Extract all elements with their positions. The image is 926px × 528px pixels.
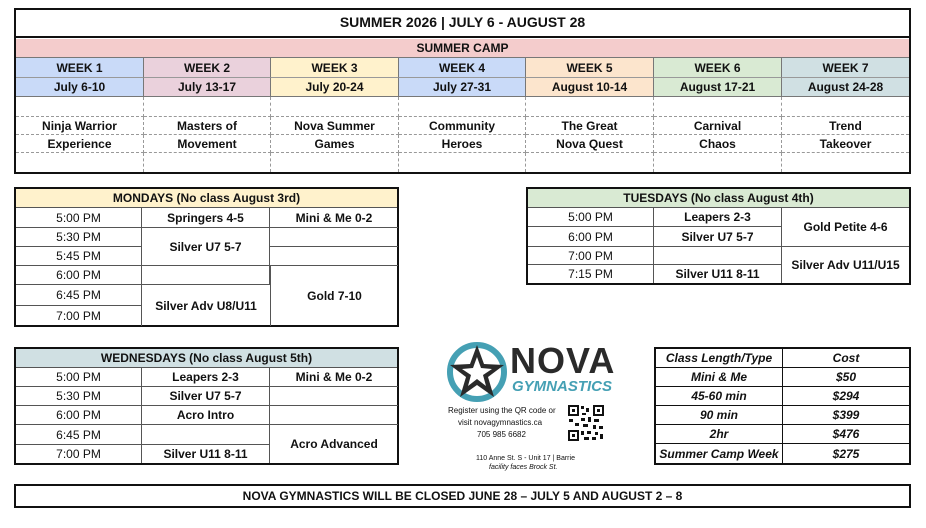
time-slot: 7:00 PM bbox=[528, 247, 654, 265]
tue-silver-adv: Silver Adv U11/U15 bbox=[791, 258, 900, 272]
week-theme-line-1: Carnival bbox=[654, 117, 782, 135]
time-slot: 7:00 PM bbox=[16, 445, 142, 463]
week-label: WEEK 3 bbox=[271, 58, 399, 78]
week-theme-line-2: Movement bbox=[144, 135, 271, 153]
tue-silver-u7: Silver U7 5-7 bbox=[654, 227, 782, 247]
wed-silver-u7: Silver U7 5-7 bbox=[142, 387, 270, 406]
wed-silver-u11: Silver U11 8-11 bbox=[142, 445, 270, 463]
pricing-type: 2hr bbox=[656, 425, 783, 444]
time-slot: 5:00 PM bbox=[16, 208, 142, 228]
tue-empty bbox=[654, 247, 782, 265]
address: 110 Anne St. S - Unit 17 | Barrie bbox=[476, 455, 575, 462]
week-label: WEEK 5 bbox=[526, 58, 654, 78]
time-slot: 6:45 PM bbox=[16, 285, 142, 306]
time-slot: 5:45 PM bbox=[16, 247, 142, 266]
week-blank-bottom bbox=[782, 153, 909, 172]
week-theme-line-2: Takeover bbox=[782, 135, 909, 153]
mon-mini-me: Mini & Me 0-2 bbox=[270, 208, 398, 228]
tuesdays-heading: TUESDAYS (No class August 4th) bbox=[528, 189, 909, 208]
wed-empty-3 bbox=[142, 425, 270, 445]
qr-code-icon bbox=[567, 404, 605, 442]
time-slot: 6:00 PM bbox=[16, 266, 142, 285]
week-blank-top bbox=[399, 97, 526, 117]
time-slot: 7:15 PM bbox=[528, 265, 654, 283]
wed-acro-advanced: Acro Advanced bbox=[290, 437, 378, 451]
time-slot: 6:45 PM bbox=[16, 425, 142, 445]
register-line-2: visit novagymnastics.ca bbox=[458, 418, 543, 427]
week-theme-line-2: Games bbox=[271, 135, 399, 153]
week-label: WEEK 6 bbox=[654, 58, 782, 78]
week-dates: July 27-31 bbox=[399, 78, 526, 97]
week-blank-bottom bbox=[16, 153, 144, 172]
week-blank-top bbox=[144, 97, 271, 117]
pricing-cost: $50 bbox=[783, 368, 909, 387]
wed-acro-intro: Acro Intro bbox=[142, 406, 270, 425]
time-slot: 6:00 PM bbox=[16, 406, 142, 425]
week-theme-line-1: Trend bbox=[782, 117, 909, 135]
week-blank-bottom bbox=[654, 153, 782, 172]
time-slot: 5:00 PM bbox=[16, 368, 142, 387]
week-blank-top bbox=[654, 97, 782, 117]
week-blank-bottom bbox=[399, 153, 526, 172]
week-label: WEEK 1 bbox=[16, 58, 144, 78]
pricing-type: 45-60 min bbox=[656, 387, 783, 406]
wed-mini-me: Mini & Me 0-2 bbox=[270, 368, 398, 387]
week-theme-line-1: Community bbox=[399, 117, 526, 135]
time-slot: 6:00 PM bbox=[528, 227, 654, 247]
week-dates: August 17-21 bbox=[654, 78, 782, 97]
week-theme-line-2: Chaos bbox=[654, 135, 782, 153]
time-slot: 5:30 PM bbox=[16, 228, 142, 247]
week-dates: July 13-17 bbox=[144, 78, 271, 97]
week-blank-top bbox=[782, 97, 909, 117]
week-theme-line-1: Nova Summer bbox=[271, 117, 399, 135]
pricing-cost: $399 bbox=[783, 406, 909, 425]
week-theme-line-2: Heroes bbox=[399, 135, 526, 153]
week-dates: July 20-24 bbox=[271, 78, 399, 97]
week-theme-line-2: Nova Quest bbox=[526, 135, 654, 153]
mon-springers: Springers 4-5 bbox=[142, 208, 270, 228]
wed-leapers: Leapers 2-3 bbox=[142, 368, 270, 387]
week-blank-bottom bbox=[271, 153, 399, 172]
week-dates: July 6-10 bbox=[16, 78, 144, 97]
logo-name: NOVA bbox=[510, 340, 616, 381]
pricing-type: Mini & Me bbox=[656, 368, 783, 387]
summer-camp-heading: SUMMER CAMP bbox=[16, 39, 909, 58]
register-line-1: Register using the QR code or bbox=[448, 406, 556, 415]
week-theme-line-1: Ninja Warrior bbox=[16, 117, 144, 135]
wed-empty-2 bbox=[270, 406, 398, 425]
page-title: SUMMER 2026 | JULY 6 - AUGUST 28 bbox=[14, 8, 911, 38]
week-theme-line-1: The Great bbox=[526, 117, 654, 135]
week-blank-bottom bbox=[526, 153, 654, 172]
pricing-cost: $294 bbox=[783, 387, 909, 406]
tue-gold-petite: Gold Petite 4-6 bbox=[782, 208, 909, 247]
star-icon bbox=[446, 341, 508, 403]
week-blank-top bbox=[16, 97, 144, 117]
closure-notice: NOVA GYMNASTICS WILL BE CLOSED JUNE 28 – JULY 5 AND AUGUST 2 – 8 bbox=[14, 484, 911, 508]
wed-empty-1 bbox=[270, 387, 398, 406]
tue-leapers: Leapers 2-3 bbox=[654, 208, 782, 227]
pricing-type: Summer Camp Week bbox=[656, 444, 783, 463]
week-label: WEEK 7 bbox=[782, 58, 909, 78]
mon-empty-2 bbox=[270, 247, 398, 266]
week-theme-line-2: Experience bbox=[16, 135, 144, 153]
mon-gold: Gold 7-10 bbox=[270, 266, 398, 326]
nova-logo bbox=[446, 341, 641, 401]
tue-silver-u11: Silver U11 8-11 bbox=[654, 265, 782, 283]
pricing-cost: $476 bbox=[783, 425, 909, 444]
wednesdays-heading: WEDNESDAYS (No class August 5th) bbox=[16, 349, 397, 368]
mon-empty-1 bbox=[270, 228, 398, 247]
pricing-col-type: Class Length/Type bbox=[656, 349, 783, 368]
mon-silver-adv: Silver Adv U8/U11 bbox=[155, 298, 257, 313]
mon-empty-3 bbox=[142, 266, 270, 285]
pricing-type: 90 min bbox=[656, 406, 783, 425]
phone-number: 705 985 6682 bbox=[477, 430, 526, 439]
week-label: WEEK 2 bbox=[144, 58, 271, 78]
time-slot: 7:00 PM bbox=[16, 306, 142, 326]
qr-code bbox=[567, 404, 605, 442]
week-blank-bottom bbox=[144, 153, 271, 172]
week-blank-top bbox=[526, 97, 654, 117]
logo-sub: GYMNASTICS bbox=[512, 378, 613, 395]
time-slot: 5:30 PM bbox=[16, 387, 142, 406]
time-slot: 5:00 PM bbox=[528, 208, 654, 227]
week-blank-top bbox=[271, 97, 399, 117]
mondays-heading: MONDAYS (No class August 3rd) bbox=[16, 189, 397, 208]
facility-note: facility faces Brock St. bbox=[489, 464, 558, 471]
week-dates: August 24-28 bbox=[782, 78, 909, 97]
pricing-cost: $275 bbox=[832, 446, 860, 461]
week-dates: August 10-14 bbox=[526, 78, 654, 97]
week-label: WEEK 4 bbox=[399, 58, 526, 78]
week-theme-line-1: Masters of bbox=[144, 117, 271, 135]
mon-silver-u7: Silver U7 5-7 bbox=[142, 228, 270, 266]
pricing-col-cost: Cost bbox=[783, 349, 909, 368]
